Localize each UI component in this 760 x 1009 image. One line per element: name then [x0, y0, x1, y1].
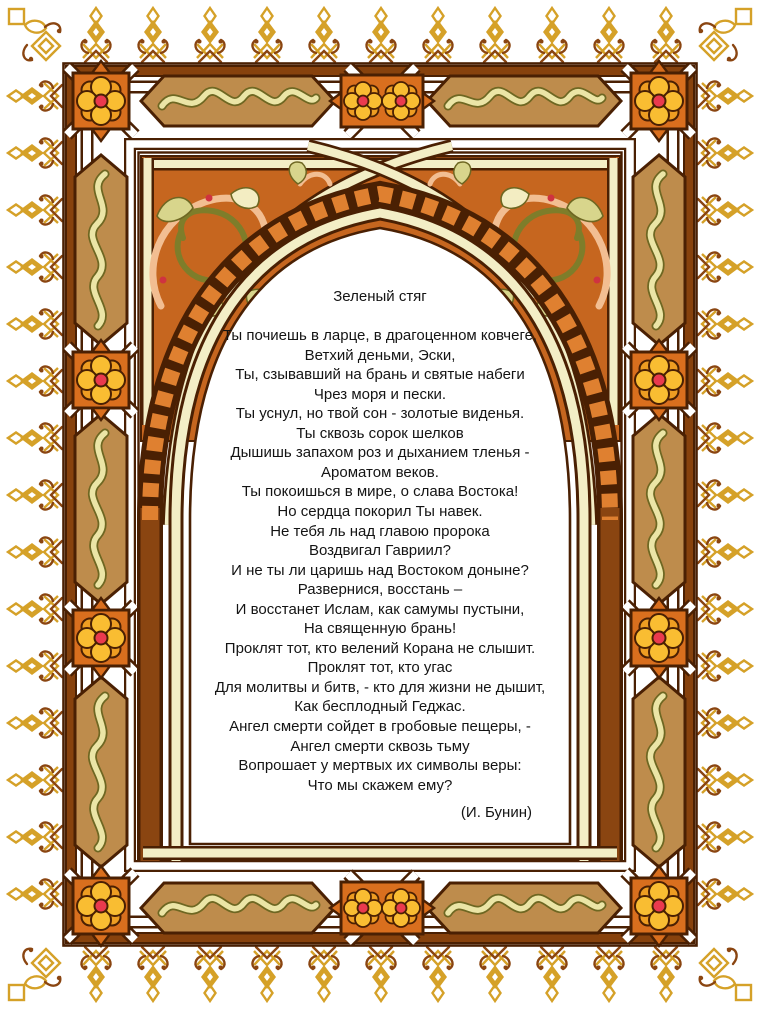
poem-line: И не ты ли царишь над Востоком доныне?: [231, 561, 529, 579]
poem-line: Ты почиешь в ларце, в драгоценном ковчеге,: [222, 327, 538, 345]
poem-line: Что мы скажем ему?: [307, 776, 453, 794]
poem-line: Но сердца покорил Ты навек.: [277, 503, 483, 521]
poem-line: Развернися, восстань –: [297, 581, 463, 599]
poem-line: Как бесплодный Геджас.: [294, 698, 466, 716]
poem-line: Ангел смерти сойдет в гробовые пещеры, -: [229, 718, 531, 736]
poem-line: Не тебя ль над главою пророка: [270, 522, 490, 540]
poem-line: На священную брань!: [303, 620, 457, 638]
poem-line: Проклят тот, кто угас: [307, 659, 453, 677]
poem-line: Ветхий деньми, Эски,: [304, 346, 456, 364]
poem-line: Ароматом веков.: [321, 463, 439, 481]
poem-attribution: (И. Бунин): [460, 804, 532, 822]
poem-line: Проклят тот, кто велений Корана не слышит.: [224, 639, 536, 657]
poem-line: Для молитвы и битв, - кто для жизни не дышит,: [214, 678, 546, 696]
poem-line: И восстанет Ислам, как самумы пустыни,: [235, 600, 525, 618]
poem-line: Ты, сзывавший на брань и святые набеги: [235, 366, 525, 384]
poem-title: Зеленый стяг: [333, 288, 427, 305]
poem-line: Чрез моря и пески.: [313, 385, 447, 403]
poem-line: Ты покоишься в мире, о слава Востока!: [241, 483, 519, 501]
poem-line: Воздвигал Гавриил?: [308, 542, 452, 560]
poem-body: [190, 326, 570, 795]
poem-line: Ангел смерти сквозь тьму: [290, 737, 470, 755]
poem-line: Дышишь запахом роз и дыханием тленья -: [230, 444, 530, 462]
poem-line: Вопрошает у мертвых их символы веры:: [238, 757, 522, 775]
poem-line: Ты сквозь сорок шелков: [296, 424, 464, 442]
poem-line: Ты уснул, но твой сон - золотые виденья.: [235, 405, 525, 423]
poem-text: [190, 287, 570, 823]
